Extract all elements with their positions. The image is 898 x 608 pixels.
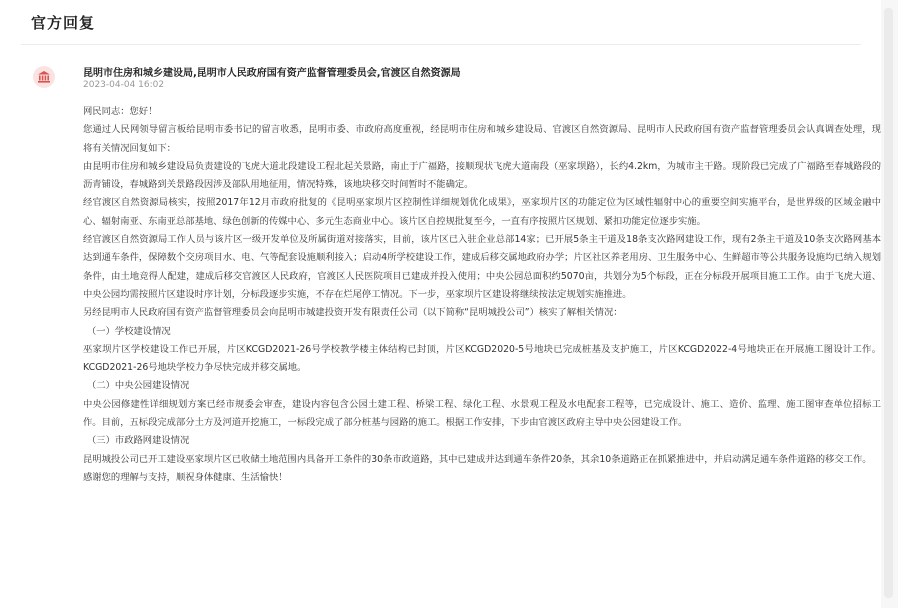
- reply-subheading: （一）学校建设情况: [87, 325, 171, 337]
- reply-closing: 感谢您的理解与支持，顺祝身体健康、生活愉快！: [83, 471, 288, 483]
- section-header: [21, 0, 861, 45]
- reply-subheading: （二）中央公园建设情况: [87, 380, 190, 392]
- reply-paragraph: 由昆明市住房和城乡建设局负责建设的飞虎大道北段建设工程北起关景路，南止于广福路，接顺现状飞虎大道南段（巫家坝路），长约4.2km，为城市主干路。现阶段已完成了广福路至春城路段的沥青铺设，春城路到关景路段因涉及部队用地征用，情况特殊，该地块移交时间暂时不能确定。: [83, 160, 881, 191]
- reply-paragraph: 巫家坝片区学校建设工作已开展，片区KCGD2021-26号学校教学楼主体结构已封顶，片区KCGD2020-5号地块已完成桩基及支护施工，片区KCGD2022-4号地块正在开展施工图设计工作。KCGD2021-26号地块学校力争尽快完成并移交属地。: [83, 343, 881, 374]
- government-building-icon: [33, 66, 55, 88]
- reply-paragraph: 中央公园修建性详细规划方案已经市规委会审查，建设内容包含公园土建工程、桥梁工程、绿化工程、水景观工程及水电配套工程等，已完成设计、施工、造价、监理、施工图审查单位招标工作。目前，五标段完成部分土方及河道开挖施工，一标段完成了部分桩基与园路的施工。根据工作安排，下步由官渡区政府主导中央公园建设工作。: [83, 398, 881, 429]
- official-reply-panel: [21, 0, 881, 608]
- reply-paragraph: 另经昆明市人民政府国有资产监督管理委员会向昆明市城建投资开发有限责任公司（以下简称“昆明城投公司”）核实了解相关情况：: [83, 307, 623, 319]
- government-building-icon-svg: [37, 70, 51, 84]
- reply-paragraph: 网民同志：您好！: [83, 106, 158, 117]
- reply-body: [83, 103, 881, 487]
- reply-paragraph: 经官渡区自然资源局核实，按照2017年12月市政府批复的《昆明巫家坝片区控制性详细规划优化成果》，巫家坝片区的功能定位为区域性辐射中心的重要空间实施平台，是世界级的区域金融中心、辐射南亚、东南亚总部基地、绿色创新的传媒中心、多元生态商业中心。该片区自控规批复至今，一直有序按照片区规划、紧扣功能定位逐步实施。: [83, 197, 881, 227]
- reply-paragraph: 您通过人民网领导留言板给昆明市委书记的留言收悉，昆明市委、市政府高度重视，经昆明市住房和城乡建设局、官渡区自然资源局、昆明市人民政府国有资产监督管理委员会认真调查处理，现将有关情况回复如下：: [83, 124, 881, 154]
- section-title: 官方回复: [31, 13, 96, 32]
- reply-department: 昆明市住房和城乡建设局,昆明市人民政府国有资产监督管理委员会,官渡区自然资源局: [83, 68, 461, 79]
- reply-paragraph: 昆明城投公司已开工建设巫家坝片区已收储土地范围内具备开工条件的30条市政道路，其中已建成并达到通车条件20条，其余10条道路正在抓紧推进中，并启动满足通车条件道路的移交工作。: [83, 453, 872, 465]
- scrollbar-thumb[interactable]: [884, 8, 893, 598]
- reply-paragraph: 经官渡区自然资源局工作人员与该片区一级开发单位及所属街道对接落实，目前，该片区已入驻企业总部14家；已开展5条主干道及18条支次路网建设工作，现有2条主干道及10条支次路网基本达到通车条件，保障数个交房项目水、电、气等配套设施顺利接入；启动4所学校建设工作，建成后移交属地政府办学；片区社区养老用房、卫生服务中心、生鲜超市等公共服务设施均已纳入规划条件，由土地竞得人配建，建成后移交官渡区人民政府，官渡区人民医院项目已建成并投入使用；中央公园总面积约5070亩，共划分为5个标段，正在分标段开展项目施工工作。由于飞虎大道、中央公园均需按照片区建设时序计划，分标段逐步实施，不存在烂尾停工情况。下一步，巫家坝片区建设将继续按法定规划实施推进。: [83, 234, 881, 300]
- reply-subheading: （三）市政路网建设情况: [87, 435, 190, 447]
- reply-date: 2023-04-04 16:02: [83, 80, 165, 90]
